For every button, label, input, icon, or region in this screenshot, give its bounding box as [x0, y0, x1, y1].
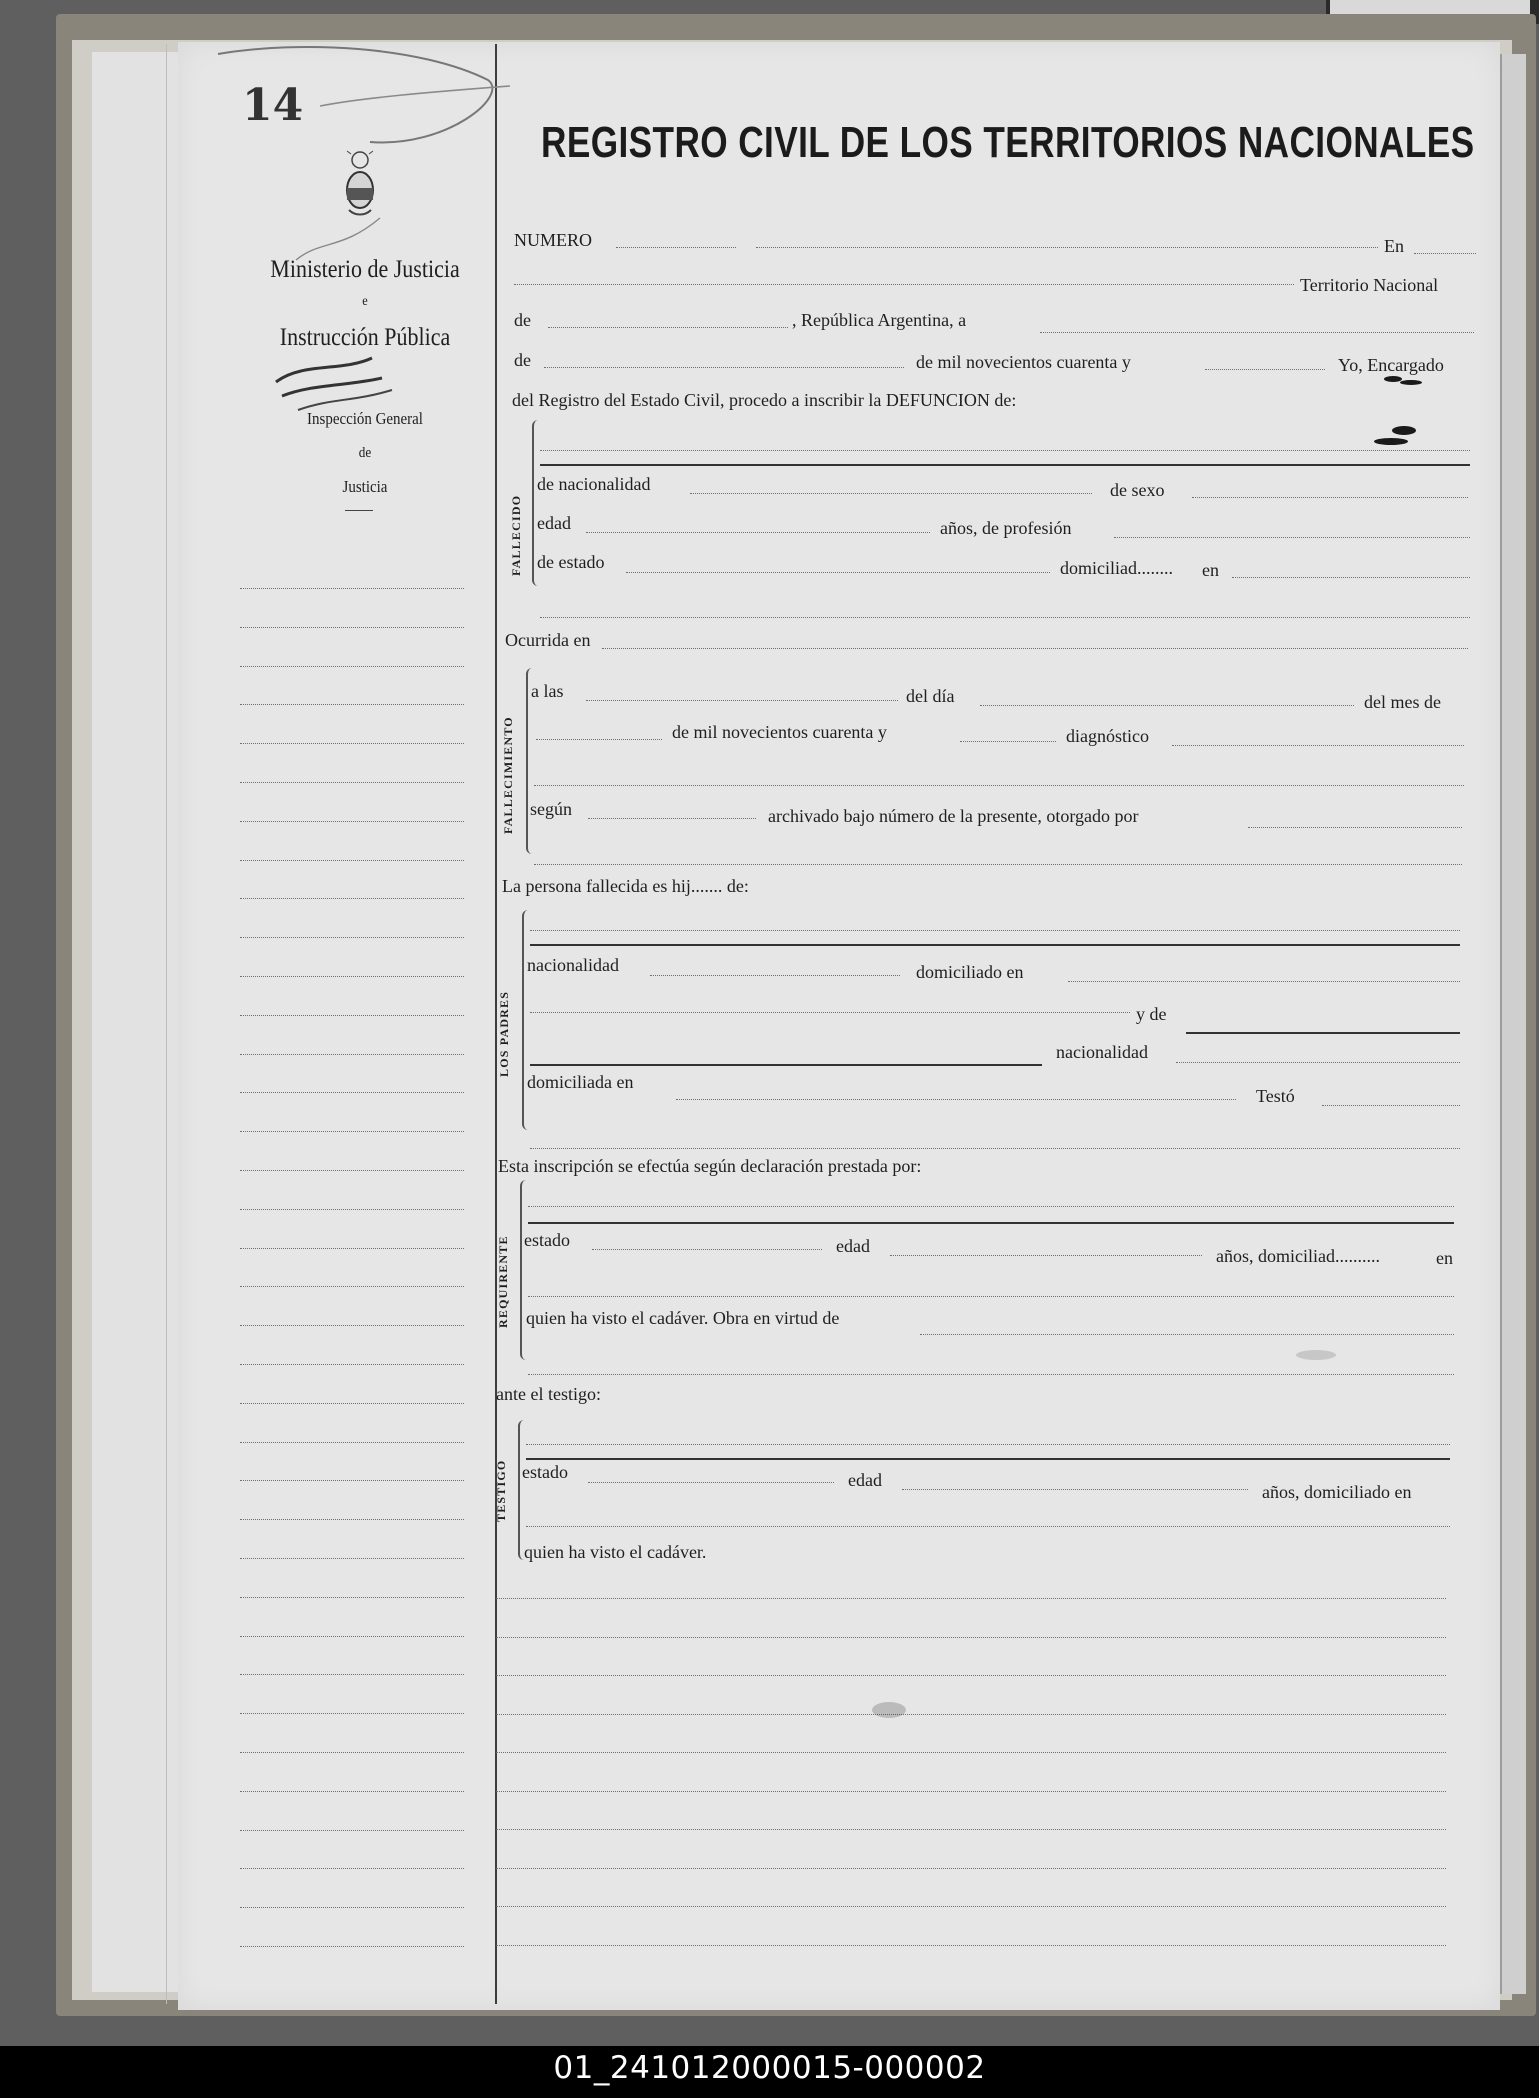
inspection-line1: Inspección General: [307, 409, 423, 428]
margin-line[interactable]: [240, 1674, 464, 1675]
smudge: [1296, 1350, 1336, 1360]
diagnostico-field[interactable]: [1172, 745, 1464, 746]
smudge: [872, 1702, 906, 1718]
estado-field[interactable]: [626, 572, 1050, 573]
testigo-quien-label: quien ha visto el cadáver.: [524, 1542, 707, 1562]
testigo-domiciliado-label: años, domiciliado en: [1262, 1482, 1412, 1502]
notes-line[interactable]: [496, 1791, 1446, 1792]
ministry-line2: Instrucción Pública: [279, 324, 451, 351]
margin-line[interactable]: [240, 1092, 464, 1093]
profesion-field[interactable]: [1114, 537, 1470, 538]
domiciliado-en-label: domiciliado en: [916, 962, 1024, 982]
strike-scribble: [262, 352, 422, 432]
document-title: REGISTRO CIVIL DE LOS TERRITORIOS NACIONALES: [541, 118, 1475, 167]
numero-field-2[interactable]: [756, 247, 1378, 248]
deceased-name-field[interactable]: [540, 464, 1470, 466]
nacionalidad-label: de nacionalidad: [537, 474, 651, 494]
mil-label: de mil novecientos cuarenta y: [916, 352, 1131, 372]
requirente-edad-field[interactable]: [890, 1255, 1202, 1256]
edad-field[interactable]: [586, 532, 930, 533]
notes-line[interactable]: [496, 1829, 1446, 1830]
place-field[interactable]: [514, 284, 1294, 285]
mother-name-field[interactable]: [1186, 1032, 1460, 1034]
a-las-label: a las: [531, 681, 564, 701]
en-label: En: [1384, 236, 1404, 256]
notes-line[interactable]: [496, 1868, 1446, 1869]
madre-nacionalidad-field[interactable]: [1176, 1062, 1460, 1063]
sexo-field[interactable]: [1192, 497, 1468, 498]
margin-line[interactable]: [240, 1752, 464, 1753]
requirente-en-label: en: [1436, 1248, 1453, 1268]
ministry-line1: Ministerio de Justicia: [270, 256, 460, 283]
margin-line[interactable]: [240, 937, 464, 938]
padre-domicilio-field[interactable]: [1068, 981, 1460, 982]
ink-blot: [1400, 380, 1422, 385]
sexo-label: de sexo: [1110, 480, 1165, 500]
territory-name-field[interactable]: [548, 327, 788, 328]
margin-line[interactable]: [240, 627, 464, 628]
testigo-name-field[interactable]: [526, 1458, 1450, 1460]
numero-label: NUMERO: [514, 230, 593, 250]
notes-line[interactable]: [496, 1637, 1446, 1638]
margin-line[interactable]: [240, 1015, 464, 1016]
margin-line[interactable]: [240, 976, 464, 977]
requirente-estado-label: estado: [524, 1230, 570, 1250]
obra-virtud-field-2[interactable]: [528, 1374, 1454, 1375]
margin-line[interactable]: [240, 1325, 464, 1326]
de-label-2: de: [514, 350, 531, 370]
declaracion-label: Esta inscripción se efectúa según declaración prestada por:: [498, 1156, 922, 1176]
testigo-brace: [518, 1420, 528, 1560]
year-field-2[interactable]: [960, 741, 1056, 742]
padre-nacionalidad-label: nacionalidad: [527, 955, 619, 975]
margin-line[interactable]: [240, 821, 464, 822]
domiciliad-label: domiciliad........: [1060, 558, 1173, 578]
requirente-section-label: REQUIRENTE: [496, 1235, 510, 1328]
notes-line[interactable]: [496, 1714, 1446, 1715]
segun-field[interactable]: [588, 818, 756, 819]
edad-label: edad: [537, 513, 571, 533]
margin-line[interactable]: [240, 1907, 464, 1908]
margin-line[interactable]: [240, 1713, 464, 1714]
margin-line[interactable]: [240, 782, 464, 783]
margin-line[interactable]: [240, 1791, 464, 1792]
ministry-conj: e: [362, 294, 368, 309]
fallecimiento-section-label: FALLECIMIENTO: [501, 716, 515, 834]
father-name-field[interactable]: [530, 944, 1460, 946]
registro-label: del Registro del Estado Civil, procedo a inscribir la DEFUNCION de:: [512, 390, 1017, 410]
ink-blot: [1392, 426, 1416, 435]
de-label-1: de: [514, 310, 531, 330]
mes-field[interactable]: [536, 739, 662, 740]
requirente-domicilio-field[interactable]: [528, 1296, 1454, 1297]
inspection-de: de: [358, 445, 372, 461]
otorgado-field[interactable]: [1248, 827, 1462, 828]
ante-testigo-label: ante el testigo:: [496, 1384, 601, 1404]
margin-line[interactable]: [240, 1286, 464, 1287]
nacionalidad-field[interactable]: [690, 493, 1092, 494]
madre-nacionalidad-label: nacionalidad: [1056, 1042, 1148, 1062]
padres-brace: [522, 910, 532, 1130]
del-mes-label: del mes de: [1364, 692, 1441, 712]
del-dia-label: del día: [906, 686, 955, 706]
margin-line[interactable]: [240, 1364, 464, 1365]
inspection-rule: [345, 510, 373, 511]
y-de-label: y de: [1136, 1004, 1167, 1024]
margin-line[interactable]: [240, 743, 464, 744]
pencil-mark: [290, 210, 390, 270]
testigo-section-label: TESTIGO: [494, 1459, 508, 1522]
dia-field[interactable]: [980, 705, 1354, 706]
obra-virtud-field[interactable]: [920, 1334, 1454, 1335]
image-identifier: 01_241012000015-000002: [553, 2050, 986, 2086]
deceased-name-line[interactable]: [540, 450, 1470, 451]
domicilio-field-2[interactable]: [540, 617, 1470, 618]
madre-domicilio-field[interactable]: [676, 1099, 1236, 1100]
margin-line[interactable]: [240, 704, 464, 705]
margin-line[interactable]: [240, 1131, 464, 1132]
padre-nacionalidad-field[interactable]: [650, 975, 900, 976]
margin-line[interactable]: [240, 1558, 464, 1559]
notes-line[interactable]: [496, 1906, 1446, 1907]
madre-domicilio-field-2[interactable]: [530, 1148, 1460, 1149]
father-name-line[interactable]: [530, 930, 1460, 931]
inspection-line2: Justicia: [342, 477, 388, 496]
date-month-field[interactable]: [544, 367, 904, 368]
requirente-brace: [520, 1180, 530, 1360]
margin-line[interactable]: [240, 1946, 464, 1947]
left-rule: [166, 44, 167, 2004]
requirente-name-line[interactable]: [528, 1206, 1454, 1207]
yo-label: Yo, Encargado: [1338, 355, 1444, 375]
ink-blot: [1374, 438, 1408, 445]
year-field[interactable]: [1205, 369, 1325, 370]
testo-field[interactable]: [1322, 1105, 1460, 1106]
margin-line[interactable]: [240, 1403, 464, 1404]
margin-line[interactable]: [240, 860, 464, 861]
estado-label: de estado: [537, 552, 605, 572]
margin-line[interactable]: [240, 1442, 464, 1443]
requirente-estado-field[interactable]: [592, 1249, 822, 1250]
binding-strip: [92, 52, 183, 1992]
margin-line[interactable]: [240, 1480, 464, 1481]
notes-line[interactable]: [496, 1598, 1446, 1599]
testigo-estado-field[interactable]: [588, 1482, 834, 1483]
diagnostico-field-2[interactable]: [534, 785, 1464, 786]
notes-line[interactable]: [496, 1675, 1446, 1676]
mother-name-field-2[interactable]: [530, 1064, 1042, 1066]
date-day-field[interactable]: [1040, 332, 1474, 333]
margin-line[interactable]: [240, 1054, 464, 1055]
margin-line[interactable]: [240, 1248, 464, 1249]
requirente-name-field[interactable]: [528, 1222, 1454, 1224]
domiciliada-en-label: domiciliada en: [527, 1072, 634, 1092]
testo-label: Testó: [1256, 1086, 1295, 1106]
padres-section-label: LOS PADRES: [497, 990, 511, 1077]
requirente-edad-label: edad: [836, 1236, 870, 1256]
testigo-estado-label: estado: [522, 1462, 568, 1482]
mil-label-2: de mil novecientos cuarenta y: [672, 722, 887, 742]
margin-line[interactable]: [240, 1209, 464, 1210]
right-page-edge: [1500, 54, 1526, 1994]
argentine-coat-of-arms-icon: [343, 150, 377, 218]
ocurrida-label: Ocurrida en: [505, 630, 591, 650]
margin-line[interactable]: [240, 1636, 464, 1637]
page-number: 14: [242, 80, 304, 131]
testigo-name-line[interactable]: [526, 1444, 1450, 1445]
otorgado-field-2[interactable]: [534, 864, 1462, 865]
margin-line[interactable]: [240, 1868, 464, 1869]
republica-label: , República Argentina, a: [792, 310, 967, 330]
testigo-edad-label: edad: [848, 1470, 882, 1490]
requirente-quien-label: quien ha visto el cadáver. Obra en virtud de: [526, 1308, 840, 1328]
margin-line[interactable]: [240, 1597, 464, 1598]
diagnostico-label: diagnóstico: [1066, 726, 1149, 746]
requirente-domiciliad-label: años, domiciliad..........: [1216, 1246, 1380, 1266]
en-label-2: en: [1202, 560, 1219, 580]
numero-field[interactable]: [616, 247, 736, 248]
margin-line[interactable]: [240, 1830, 464, 1831]
margin-line[interactable]: [240, 588, 464, 589]
padre-domicilio-field-2[interactable]: [530, 1012, 1130, 1013]
margin-line[interactable]: [240, 1519, 464, 1520]
archivado-label: archivado bajo número de la presente, otorgado por: [768, 806, 1139, 826]
pencil-scribble: [210, 40, 530, 150]
margin-line[interactable]: [240, 666, 464, 667]
testigo-domicilio-field[interactable]: [526, 1526, 1450, 1527]
domicilio-field[interactable]: [1232, 577, 1470, 578]
testigo-edad-field[interactable]: [902, 1489, 1248, 1490]
notes-line[interactable]: [496, 1945, 1446, 1946]
profesion-label: años, de profesión: [940, 518, 1072, 538]
en-field[interactable]: [1414, 253, 1476, 254]
margin-line[interactable]: [240, 898, 464, 899]
margin-line[interactable]: [240, 1170, 464, 1171]
ocurrida-field[interactable]: [602, 648, 1468, 649]
notes-line[interactable]: [496, 1752, 1446, 1753]
hora-field[interactable]: [586, 700, 898, 701]
segun-label: según: [530, 799, 572, 819]
fallecido-section-label: FALLECIDO: [509, 494, 523, 576]
persona-label: La persona fallecida es hij....... de:: [502, 876, 749, 896]
territorio-label: Territorio Nacional: [1300, 275, 1439, 295]
